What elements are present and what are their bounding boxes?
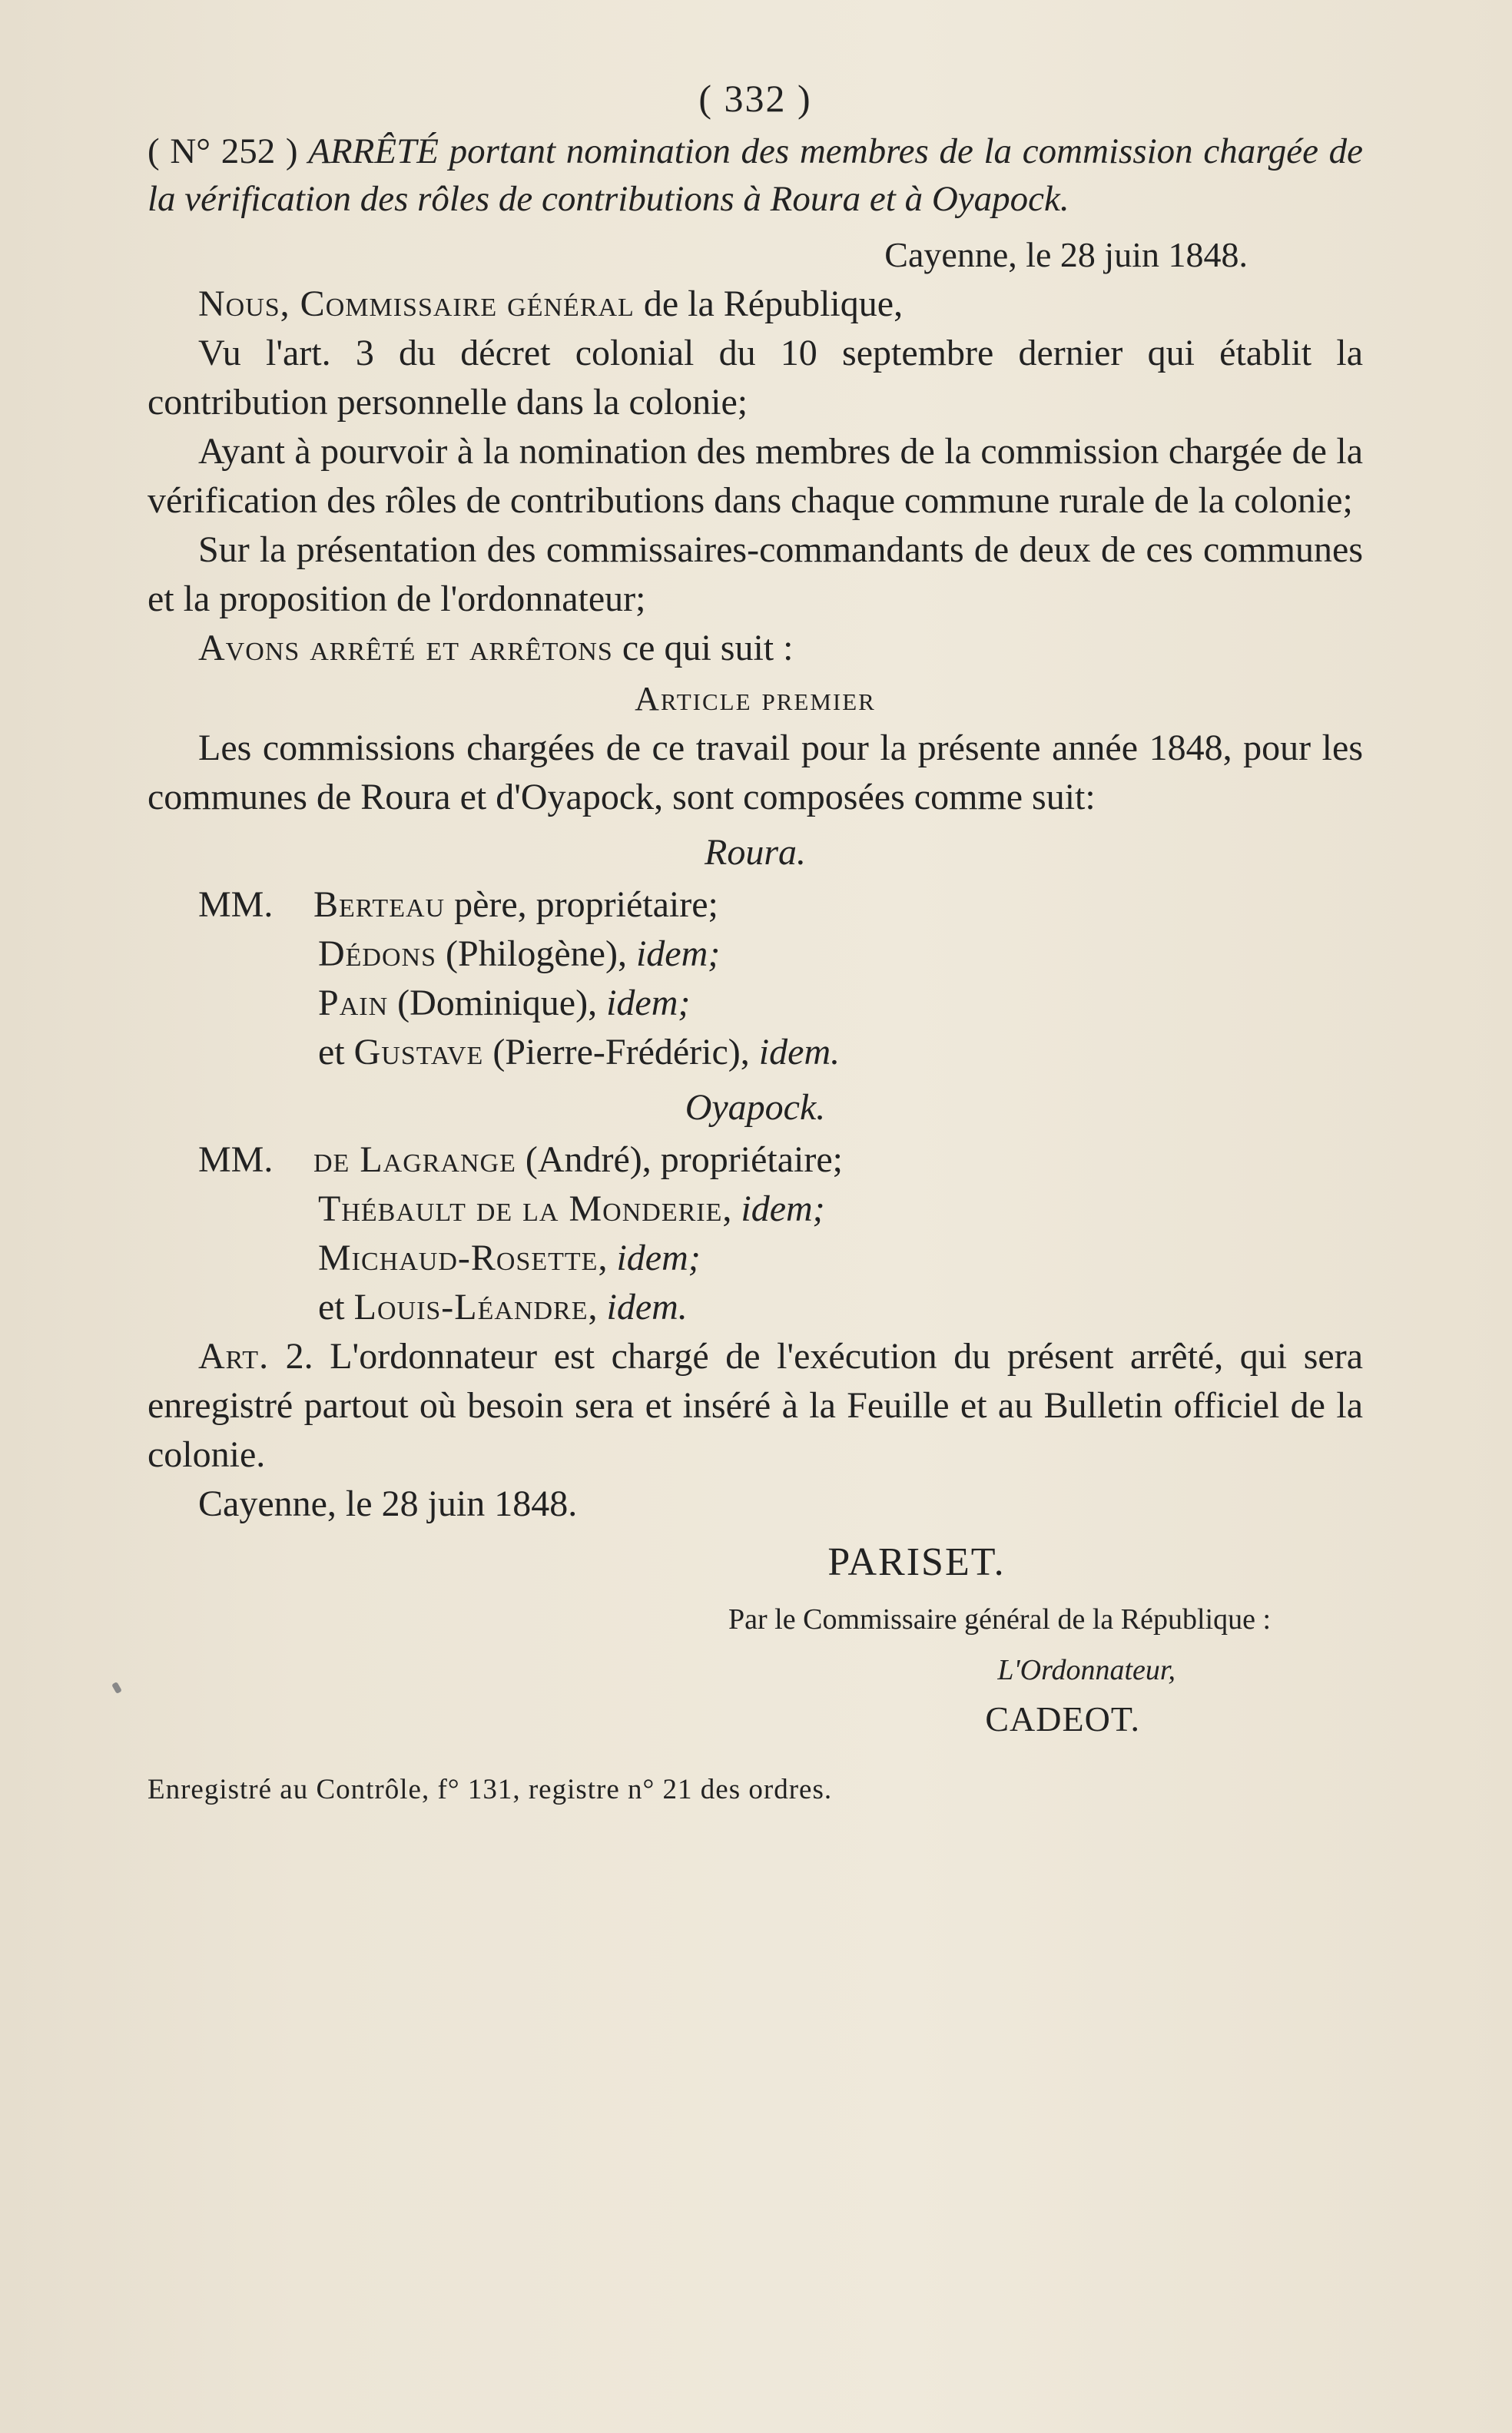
article-2-text: 2. L'ordonnateur est chargé de l'exécution du présent arrêté, qui sera enregistré partout où besoin sera et inséré à la Feuille et au Bulletin officiel de la colonie. (148, 1336, 1363, 1475)
closing-date: Cayenne, le 28 juin 1848. (198, 1483, 578, 1524)
avons-arrete-head: Avons arrêté et arrêtons (198, 628, 613, 668)
considerant-sur: Sur la présentation des commissaires-commandants de deux de ces communes et la proposition de l'ordonnateur; (148, 529, 1363, 619)
par-le-commissaire: Par le Commissaire général de la République : (728, 1603, 1271, 1636)
article-premier-heading: Article premier (635, 680, 876, 718)
registration-note: Enregistré au Contrôle, f° 131, registre n° 21 des ordres. (148, 1774, 833, 1805)
decree-title-text: ARRÊTÉ portant nomination des membres de la commission chargée de la vérification des rôles de contributions à Roura et à Oyapock. (148, 131, 1364, 219)
place-oyapock: Oyapock. (685, 1087, 826, 1128)
page-number: ( 332 ) (698, 77, 812, 120)
avons-arrete-rest: ce qui suit : (612, 628, 794, 668)
document-body (148, 74, 1363, 1815)
article-2 (148, 1332, 1363, 1480)
dateline: Cayenne, le 28 juin 1848. (884, 235, 1248, 274)
member-line: Dédons (Philogène), idem; (318, 933, 721, 974)
member-line (148, 880, 1363, 930)
ink-speck (111, 1682, 122, 1694)
member-line: et Louis-Léandre, idem. (318, 1287, 688, 1328)
considerant-ayant: Ayant à pourvoir à la nomination des membres de la commission chargée de la vérification des rôles de contributions dans chaque commune rurale de la colonie; (148, 431, 1363, 521)
mm-label: MM. (198, 1139, 274, 1180)
member-entry: de Lagrange (André), propriétaire; (313, 1139, 843, 1180)
member-line: Pain (Dominique), idem; (318, 983, 691, 1023)
signature-cadeot: CADEOT. (985, 1699, 1140, 1739)
decree-title (148, 128, 1363, 223)
avons-arrete (148, 624, 1363, 673)
member-line: Michaud-Rosette, idem; (318, 1238, 701, 1278)
preamble-nous-head: Nous, Commissaire général (198, 283, 635, 324)
place-roura: Roura. (705, 832, 806, 873)
article-premier-text: Les commissions chargées de ce travail pour la présente année 1848, pour les communes de Roura et d'Oyapock, sont composées comme suit: (148, 728, 1363, 817)
member-entry: Berteau père, propriétaire; (313, 884, 718, 925)
preamble-nous (148, 280, 1363, 329)
ordonnateur-label: L'Ordonnateur, (997, 1654, 1175, 1686)
member-line (148, 1135, 1363, 1185)
preamble-nous-rest: de la République, (634, 283, 904, 324)
member-line: Thébault de la Monderie, idem; (318, 1188, 825, 1229)
signature-pariset: PARISET. (827, 1540, 1006, 1584)
considerant-vu: Vu l'art. 3 du décret colonial du 10 septembre dernier qui établit la contribution personnelle dans la colonie; (148, 333, 1363, 423)
mm-label: MM. (198, 884, 274, 925)
article-2-head: Art. (198, 1336, 270, 1377)
member-line: et Gustave (Pierre-Frédéric), idem. (318, 1032, 841, 1072)
decree-number: ( N° 252 ) (148, 131, 298, 171)
